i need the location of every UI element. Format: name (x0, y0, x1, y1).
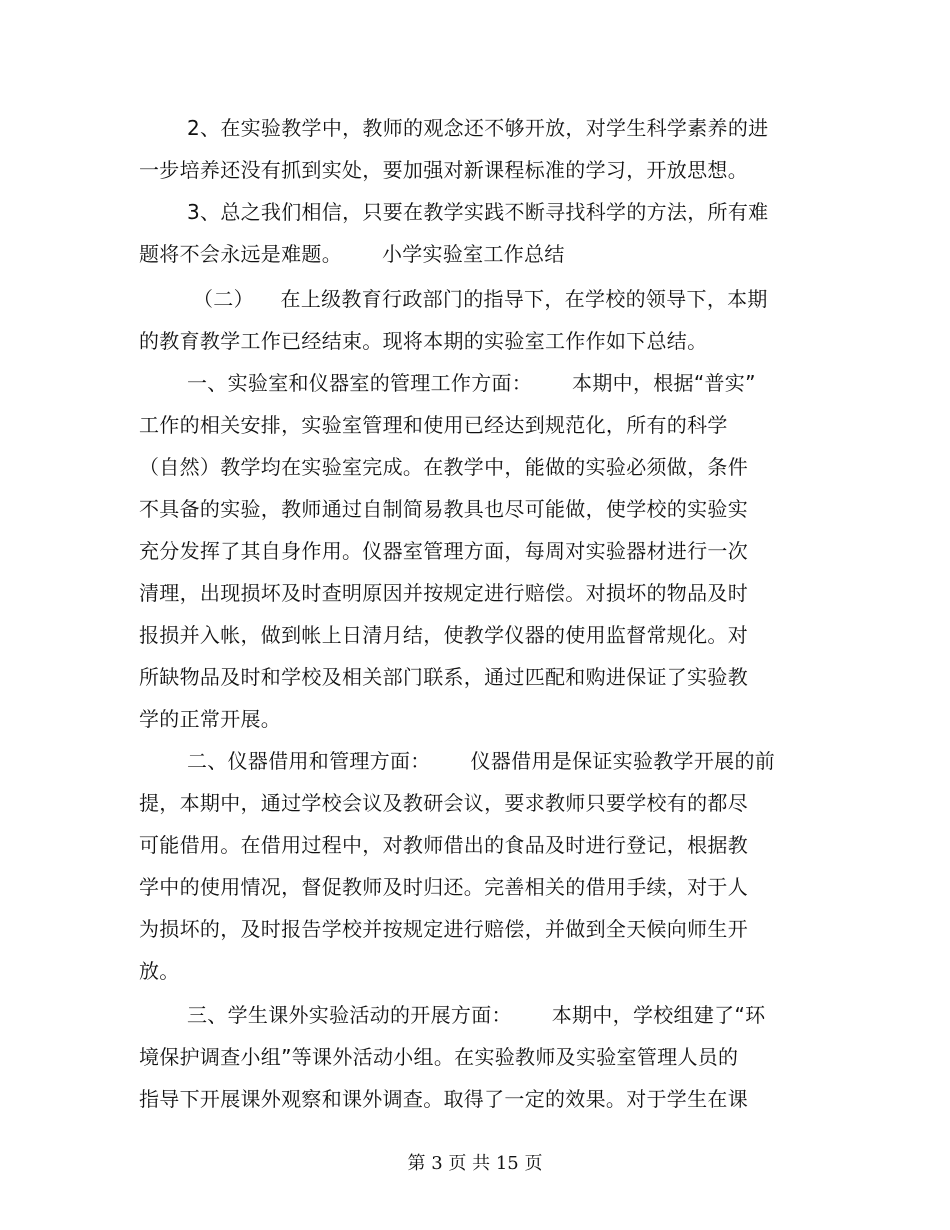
text-line: 指导下开展课外观察和课外调查。取得了一定的效果。对于学生在课 (139, 1087, 748, 1111)
text-line: 所缺物品及时和学校及相关部门联系，通过匹配和购进保证了实验教 (139, 665, 748, 689)
text-line: 境保护调查小组”等课外活动小组。在实验教师及实验室管理人员的 (139, 1045, 739, 1069)
text-line: 报损并入帐，做到帐上日清月结，使教学仪器的使用监督常规化。对 (139, 623, 748, 647)
text-line: 2、在实验教学中，教师的观念还不够开放，对学生科学素养的进 (187, 116, 769, 140)
text-line: 3、总之我们相信，只要在教学实践不断寻找科学的方法，所有难 (187, 200, 769, 224)
text-line: 学的正常开展。 (139, 707, 282, 731)
text-line: 为损坏的，及时报告学校并按规定进行赔偿，并做到全天候向师生开 (139, 917, 748, 941)
text-line: 可能借用。在借用过程中，对教师借出的食品及时进行登记，根据教 (139, 833, 748, 857)
text-line: 工作的相关安排，实验室管理和使用已经达到规范化，所有的科学 (139, 413, 728, 437)
text-line: 一步培养还没有抓到实处，要加强对新课程标准的学习，开放思想。 (139, 158, 748, 182)
page-number-footer: 第 3 页 共 15 页 (407, 1153, 543, 1174)
text-line: 三、学生课外实验活动的开展方面： 本期中，学校组建了“环 (187, 1003, 766, 1027)
text-line: 不具备的实验，教师通过自制简易教具也尽可能做，使学校的实验实 (139, 497, 748, 521)
text-line: 清理，出现损坏及时查明原因并按规定进行赔偿。对损坏的物品及时 (139, 581, 748, 605)
text-line: 二、仪器借用和管理方面： 仪器借用是保证实验教学开展的前 (187, 749, 776, 773)
text-line: 一、实验室和仪器室的管理工作方面： 本期中，根据“普实” (187, 371, 756, 395)
text-line: （自然）教学均在实验室完成。在教学中，能做的实验必须做，条件 (139, 455, 748, 479)
text-line: 题将不会永远是难题。 小学实验室工作总结 (139, 242, 565, 266)
text-line: 充分发挥了其自身作用。仪器室管理方面，每周对实验器材进行一次 (139, 539, 748, 563)
text-line: 学中的使用情况，督促教师及时归还。完善相关的借用手续，对于人 (139, 875, 748, 899)
text-line: 的教育教学工作已经结束。现将本期的实验室工作作如下总结。 (139, 329, 708, 353)
text-line: 提，本期中，通过学校会议及教研会议，要求教师只要学校有的都尽 (139, 791, 748, 815)
text-line: 放。 (139, 959, 180, 983)
text-line: （二） 在上级教育行政部门的指导下，在学校的领导下，本期 (193, 287, 768, 311)
